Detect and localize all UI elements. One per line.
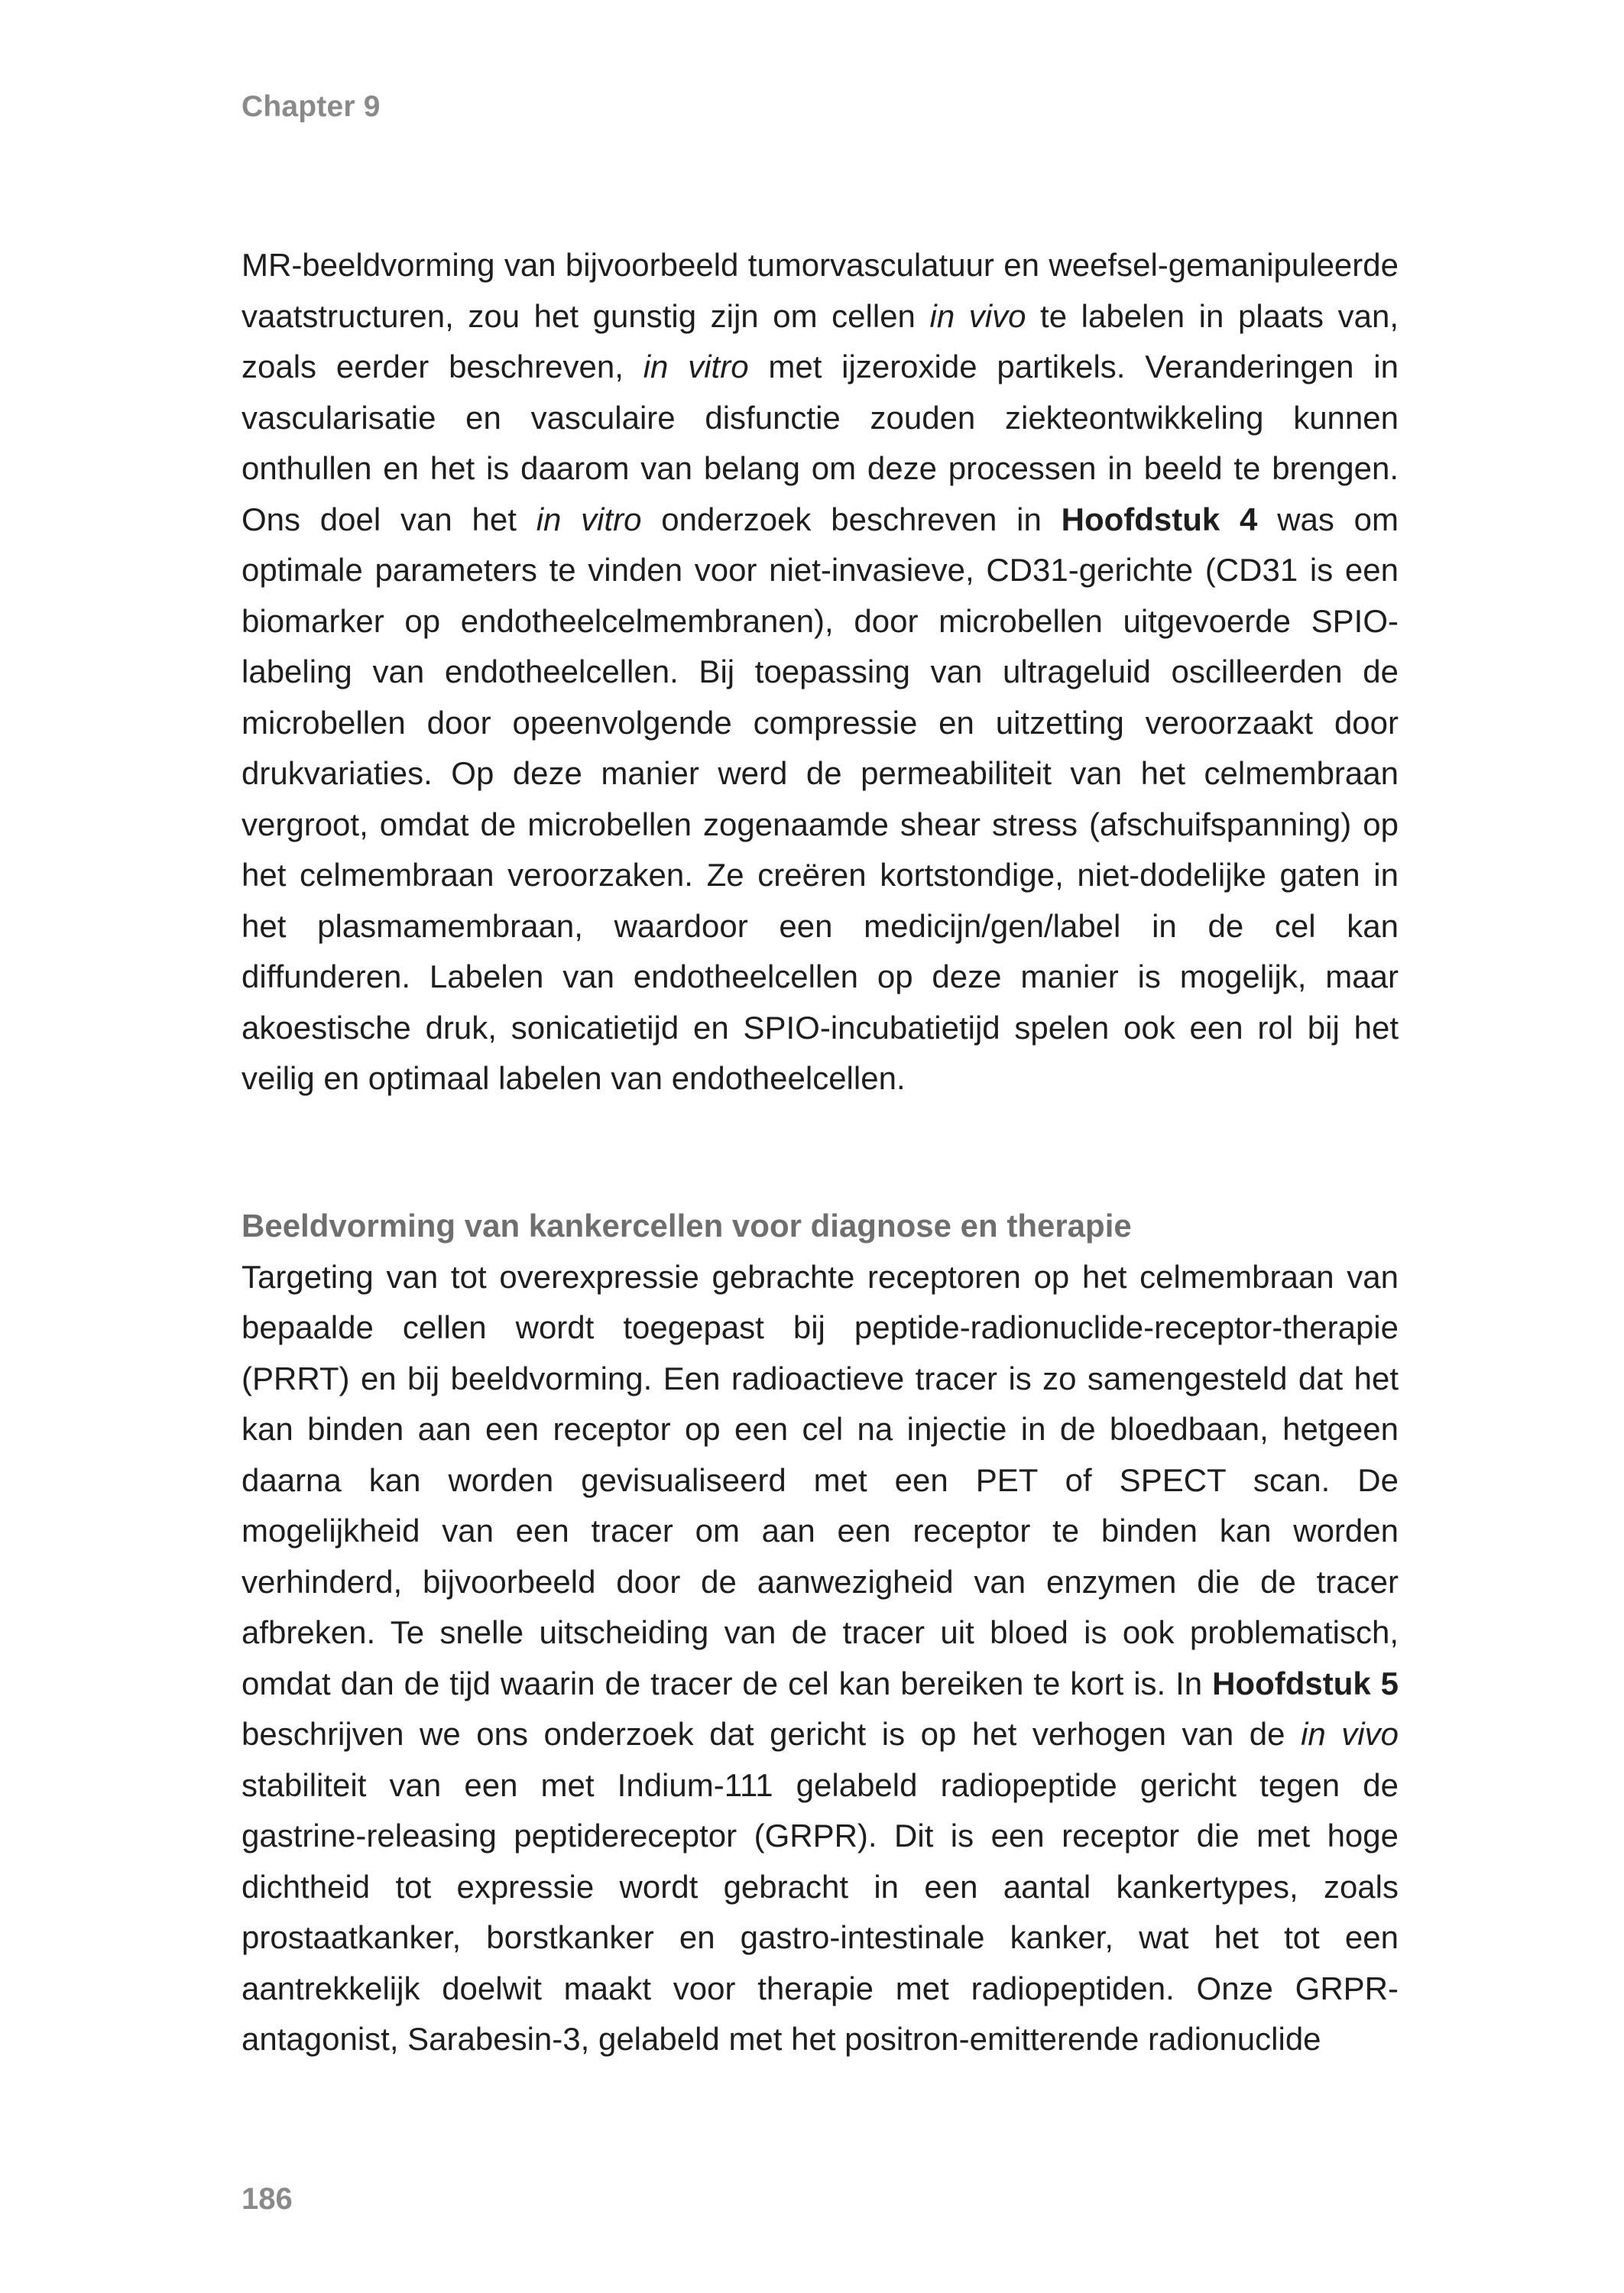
- paragraph-2-text: beschrijven we ons onderzoek dat gericht is op het verhogen van de: [241, 1716, 1301, 1752]
- running-head: Chapter 9: [241, 90, 381, 123]
- paragraph-2-text: stabiliteit van een met Indium-111 gelabeld radiopeptide gericht tegen de gastrine-releasing peptidereceptor (GRPR). Dit is een receptor die met hoge dichtheid tot expressie wordt gebracht in een aantal kankertypes, zoals prostaatkanker, borstkanker en gastro-intestinale kanker, wat het tot een aantrekkelijk doelwit maakt voor therapie met radiopeptiden. Onze GRPR-antagonist, Sarabesin-3, gelabeld met het positron-emitterende radionuclide: [241, 1766, 1399, 2057]
- page-number: 186: [241, 2182, 293, 2216]
- paragraph-1-text: onderzoek beschreven in: [641, 501, 1062, 537]
- paragraph-1-italic-term: in vitro: [536, 501, 642, 537]
- paragraph-1-text: MR-beeldvorming van bijvoorbeeld tumorvasculatuur en weefsel-gemanipuleerde vaatstructuren, zou het gunstig zijn om cellen: [241, 247, 1399, 334]
- paragraph-1-italic-term: in vitro: [643, 349, 749, 384]
- body-paragraph-1: [241, 240, 1399, 1104]
- section-block: [241, 1201, 1399, 2065]
- paragraph-2-text: Targeting van tot overexpressie gebrachte receptoren op het celmembraan van bepaalde cellen wordt toegepast bij peptide-radionuclide-receptor-therapie (PRRT) en bij beeldvorming. Een radioactieve tracer is zo samengesteld dat het kan binden aan een receptor op een cel na injectie in de bloedbaan, hetgeen daarna kan worden gevisualiseerd met een PET of SPECT scan. De mogelijkheid van een tracer om aan een receptor te binden kan worden verhinderd, bijvoorbeeld door de aanwezigheid van enzymen die de tracer afbreken. Te snelle uitscheiding van de tracer uit bloed is ook problematisch, omdat dan de tijd waarin de tracer de cel kan bereiken te kort is. In: [241, 1258, 1399, 1701]
- chapter-reference: Hoofdstuk 4: [1061, 501, 1258, 537]
- chapter-reference: Hoofdstuk 5: [1212, 1665, 1399, 1701]
- paragraph-1-text: was om optimale parameters te vinden voor niet-invasieve, CD31-gerichte (CD31 is een biomarker op endotheelcelmembranen), door microbellen uitgevoerde SPIO-labeling van endotheelcellen. Bij toepassing van ultrageluid oscilleerden de microbellen door opeenvolgende compressie en uitzetting veroorzaakt door drukvariaties. Op deze manier werd de permeabiliteit van het celmembraan vergroot, omdat de microbellen zogenaamde shear stress (afschuifspanning) op het celmembraan veroorzaken. Ze creëren kortstondige, niet-dodelijke gaten in het plasmamembraan, waardoor een medicijn/gen/label in de cel kan diffunderen. Labelen van endotheelcellen op deze manier is mogelijk, maar akoestische druk, sonicatietijd en SPIO-incubatietijd spelen ook een rol bij het veilig en optimaal labelen van endotheelcellen.: [241, 501, 1399, 1096]
- section-heading: Beeldvorming van kankercellen voor diagnose en therapie: [241, 1208, 1132, 1244]
- paragraph-2-italic-term: in vivo: [1301, 1716, 1399, 1752]
- paragraph-1-italic-term: in vivo: [929, 297, 1026, 334]
- paragraph-1-text: met ijzeroxide partikels. Veranderingen in vascularisatie en vasculaire disfunctie zouden ziekteontwikkeling kunnen onthullen en het is daarom van belang om deze processen in beeld te brengen. Ons doel van het: [241, 349, 1399, 537]
- paragraph-1-text: te labelen in plaats van, zoals eerder beschreven,: [241, 297, 1399, 384]
